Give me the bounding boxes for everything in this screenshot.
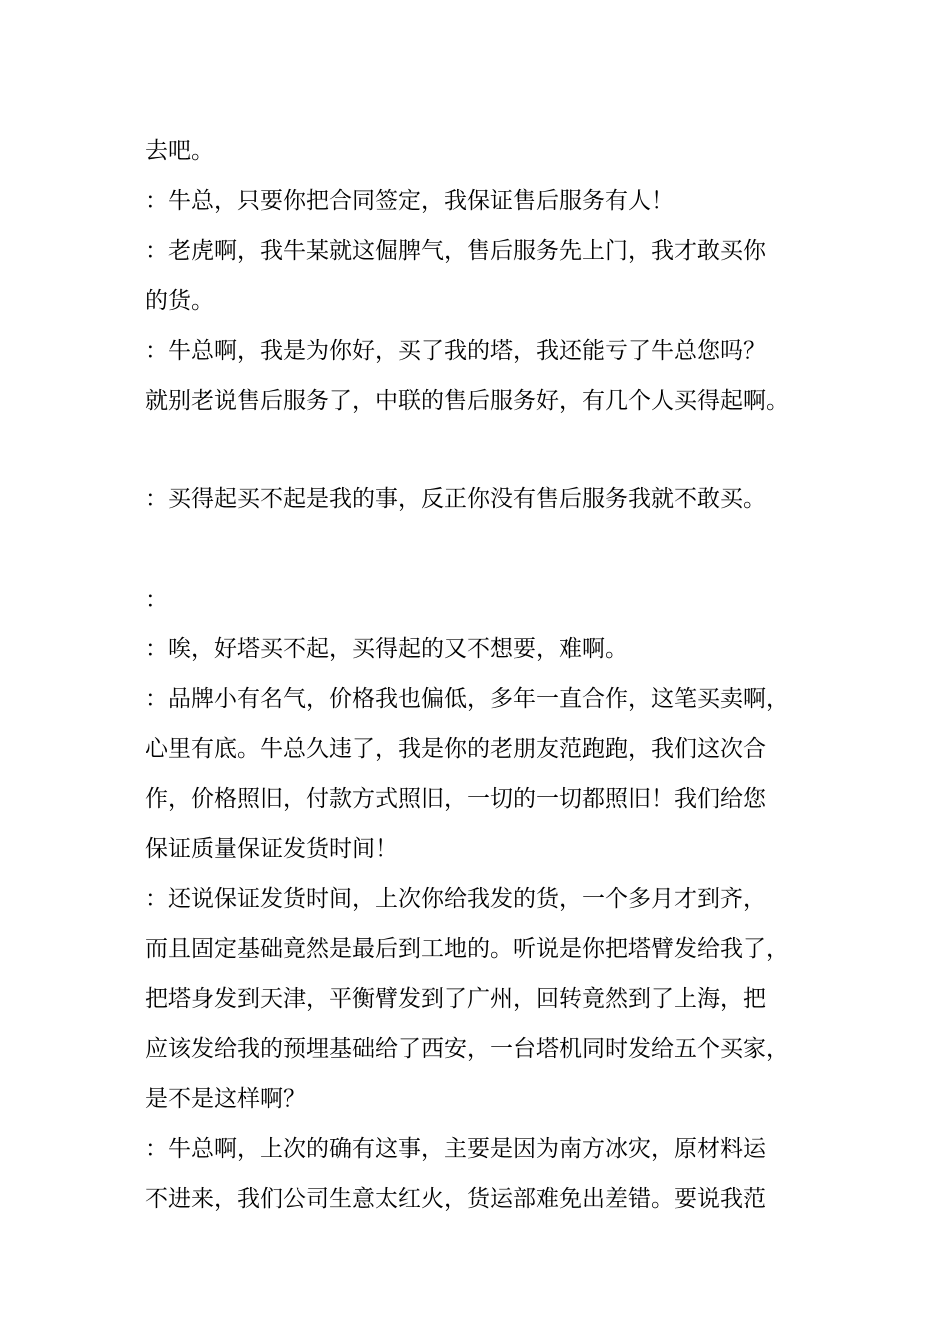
text-line-16: 把塔身发到天津，平衡臂发到了广州，回转竟然到了上海，把 [145, 986, 766, 1012]
text-line-5: ：牛总啊，我是为你好，买了我的塔，我还能亏了牛总您吗？ [145, 338, 766, 364]
text-line-9: ：唉，好塔买不起，买得起的又不想要，难啊。 [145, 636, 628, 662]
text-line-19: ：牛总啊，上次的确有这事，主要是因为南方冰灾，原材料运 [145, 1136, 766, 1162]
text-line-3: ：老虎啊，我牛某就这倔脾气，售后服务先上门，我才敢买你 [145, 238, 766, 264]
text-line-11: 心里有底。牛总久违了，我是你的老朋友范跑跑，我们这次合 [145, 736, 766, 762]
text-line-10: ：品牌小有名气，价格我也偏低，多年一直合作，这笔买卖啊， [145, 686, 789, 712]
text-line-14: ：还说保证发货时间，上次你给我发的货，一个多月才到齐， [145, 886, 766, 912]
text-line-17: 应该发给我的预埋基础给了西安，一台塔机同时发给五个买家， [145, 1036, 789, 1062]
text-line-2: ：牛总，只要你把合同签定，我保证售后服务有人！ [145, 188, 674, 214]
text-line-6: 就别老说售后服务了，中联的售后服务好，有几个人买得起啊。 [145, 388, 789, 414]
text-line-15: 而且固定基础竟然是最后到工地的。听说是你把塔臂发给我了， [145, 936, 789, 962]
text-line-4: 的货。 [145, 288, 214, 314]
text-line-20: 不进来，我们公司生意太红火，货运部难免出差错。要说我范 [145, 1186, 766, 1212]
text-line-18: 是不是这样啊？ [145, 1086, 306, 1112]
text-line-12: 作，价格照旧，付款方式照旧，一切的一切都照旧！我们给您 [145, 786, 766, 812]
text-line-1: 去吧。 [145, 138, 214, 164]
text-line-13: 保证质量保证发货时间！ [145, 836, 398, 862]
text-line-8: ： [145, 587, 168, 613]
text-line-7: ：买得起买不起是我的事，反正你没有售后服务我就不敢买。 [145, 486, 766, 512]
